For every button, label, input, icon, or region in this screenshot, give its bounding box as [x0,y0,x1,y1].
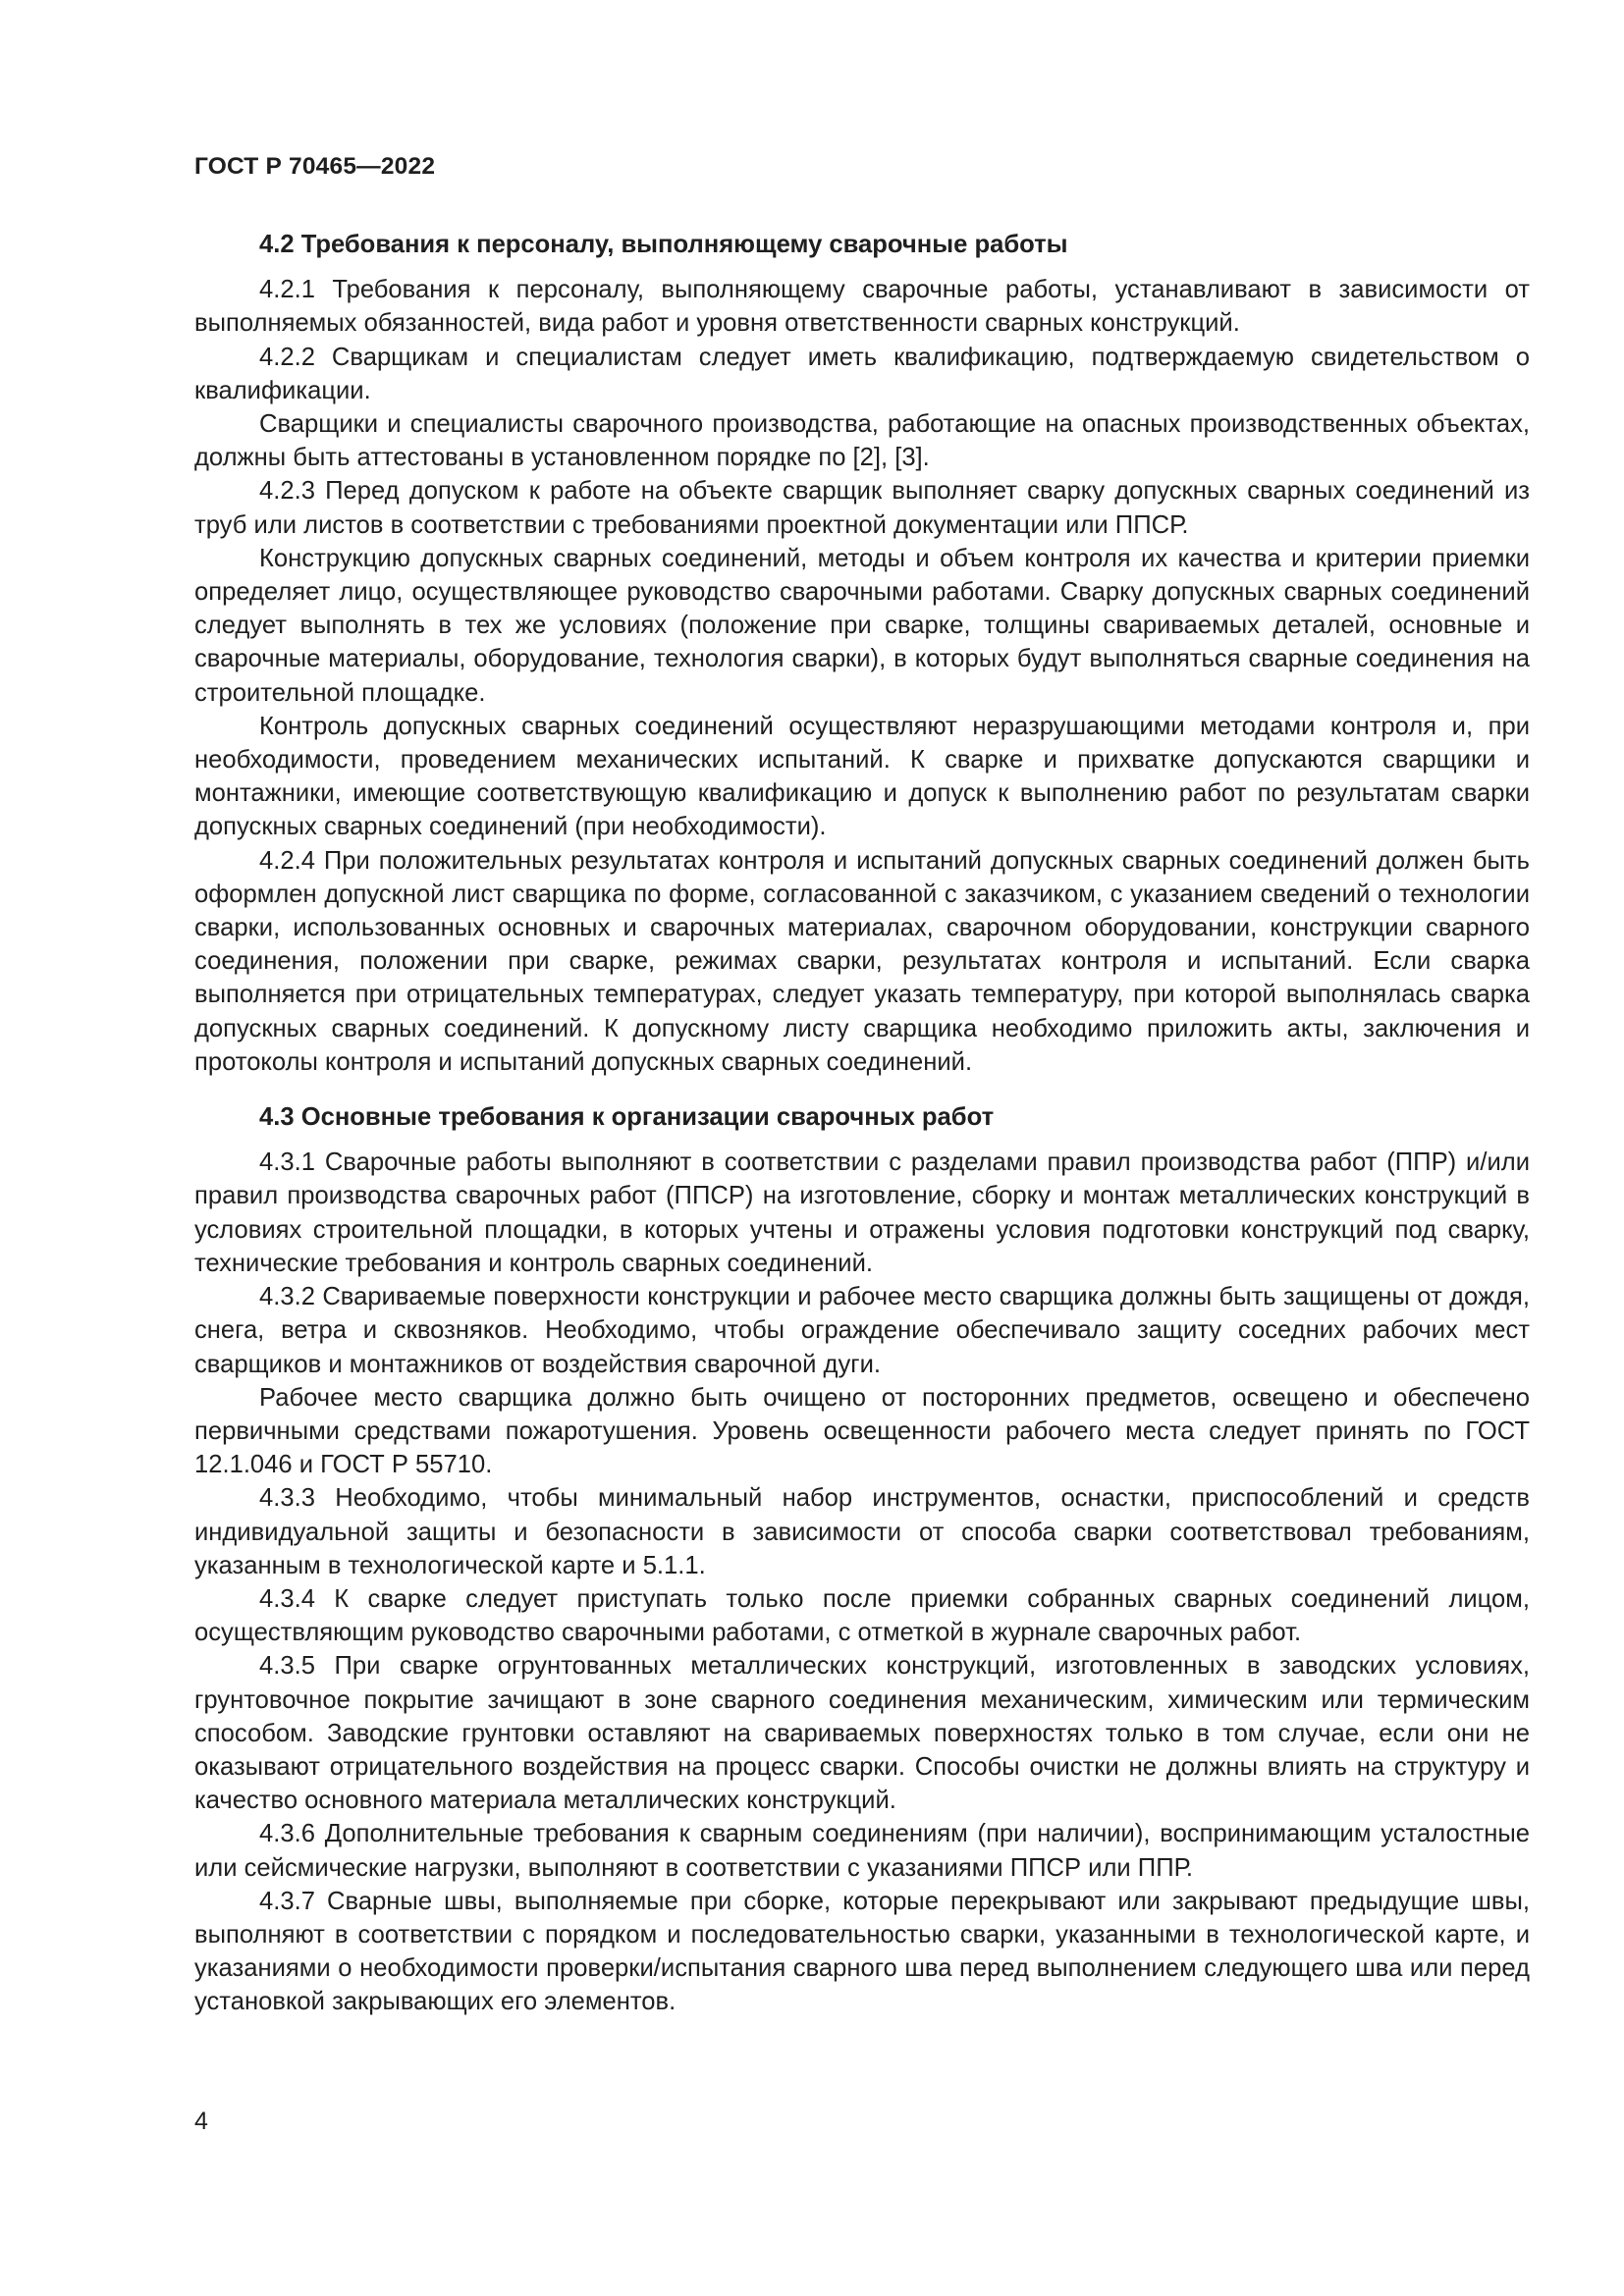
paragraph-4-3-5: 4.3.5 При сварке огрунтованных металлических конструкций, изготовленных в заводских условиях, грунтовочное покрытие зачищают в зоне сварного соединения механическим, химическим или термическим способом. Заводские грунтовки оставляют на свариваемых поверхностях только в том случае, если они не оказывают отрицательного воздействия на процесс сварки. Способы очистки не должны влиять на структуру и качество основного материала металлических конструкций. [194,1652,1530,1815]
paragraph-4-2-3-b: Конструкцию допускных сварных соединений, методы и объем контроля их качества и критерии приемки определяет лицо, осуществляющее руководство сварочными работами. Сварку допускных сварных соединений следует выполнять в тех же условиях (положение при сварке, толщины свариваемых деталей, основные и сварочные материалы, оборудование, технология сварки), в которых будут выполняться сварные соединения на строительной площадке. [194,544,1530,707]
section-title-4-2: 4.2 Требования к персоналу, выполняющему сварочные работы [259,231,1068,258]
paragraph-4-2-3: 4.2.3 Перед допуском к работе на объекте сварщик выполняет сварку допускных сварных соединений из труб или листов в соответствии с требованиями проектной документации или ППСР. [194,477,1530,539]
page-number: 4 [194,2108,208,2135]
paragraph-4-2-4: 4.2.4 При положительных результатах контроля и испытаний допускных сварных соединений должен быть оформлен допускной лист сварщика по форме, согласованной с заказчиком, с указанием сведений о технологии сварки, использованных основных и сварочных материалах, сварочном оборудовании, конструкции сварного соединения, положении при сварке, режимах сварки, результатах контроля и испытаний. Если сварка выполняется при отрицательных температурах, следует указать температуру, при которой выполнялась сварка допускных сварных соединений. К допускному листу сварщика необходимо приложить акты, заключения и протоколы контроля и испытаний допускных сварных соединений. [194,846,1530,1076]
paragraph-4-3-3: 4.3.3 Необходимо, чтобы минимальный набор инструментов, оснастки, приспособлений и средств индивидуальной защиты и безопасности в зависимости от способа сварки соответствовал требованиям, указанным в технологической карте и 5.1.1. [194,1484,1530,1579]
paragraph-4-3-6: 4.3.6 Дополнительные требования к сварным соединениям (при наличии), воспринимающим усталостные или сейсмические нагрузки, выполняют в соответствии с указаниями ППСР или ППР. [194,1820,1530,1882]
paragraph-4-3-2-b: Рабочее место сварщика должно быть очищено от посторонних предметов, освещено и обеспечено первичными средствами пожаротушения. Уровень освещенности рабочего места следует принять по ГОСТ 12.1.046 и ГОСТ Р 55710. [194,1383,1530,1479]
paragraph-4-2-1: 4.2.1 Требования к персоналу, выполняющему сварочные работы, устанавливают в зависимости от выполняемых обязанностей, вида работ и уровня ответственности сварных конструкций. [194,276,1530,338]
paragraph-4-3-4: 4.3.4 К сварке следует приступать только после приемки собранных сварных соединений лицом, осуществляющим руководство сварочными работами, с отметкой в журнале сварочных работ. [194,1584,1530,1647]
document-header: ГОСТ Р 70465—2022 [194,153,436,180]
paragraph-4-2-2: 4.2.2 Сварщикам и специалистам следует иметь квалификацию, подтверждаемую свидетельством о квалификации. [194,343,1530,404]
document-body [194,228,1530,2019]
paragraph-4-2-3-c: Контроль допускных сварных соединений осуществляют неразрушающими методами контроля и, при необходимости, проведением механических испытаний. К сварке и прихватке допускаются сварщики и монтажники, имеющие соответствующую квалификацию и допуск к выполнению работ по результатам сварки допускных сварных соединений (при необходимости). [194,712,1530,841]
paragraph-4-3-7: 4.3.7 Сварные швы, выполняемые при сборке, которые перекрывают или закрывают предыдущие швы, выполняют в соответствии с порядком и последовательностью сварки, указанными в технологической карте, и указаниями о необходимости проверки/испытания сварного шва перед выполнением следующего шва или перед установкой закрывающих его элементов. [194,1887,1530,2016]
section-title-4-3: 4.3 Основные требования к организации сварочных работ [259,1103,995,1132]
paragraph-4-2-2-b: Сварщики и специалисты сварочного производства, работающие на опасных производственных объектах, должны быть аттестованы в установленном порядке по [2], [3]. [194,410,1530,472]
paragraph-4-3-1: 4.3.1 Сварочные работы выполняют в соответствии с разделами правил производства работ (ППР) и/или правил производства сварочных работ (ППСР) на изготовление, сборку и монтаж металлических конструкций в условиях строительной площадки, в которых учтены и отражены условия подготовки конструкций под сварку, технические требования и контроль сварных соединений. [194,1148,1530,1277]
paragraph-4-3-2: 4.3.2 Свариваемые поверхности конструкции и рабочее место сварщика должны быть защищены от дождя, снега, ветра и сквозняков. Необходимо, чтобы ограждение обеспечивало защиту соседних рабочих мест сварщиков и монтажников от воздействия сварочной дуги. [194,1283,1530,1378]
